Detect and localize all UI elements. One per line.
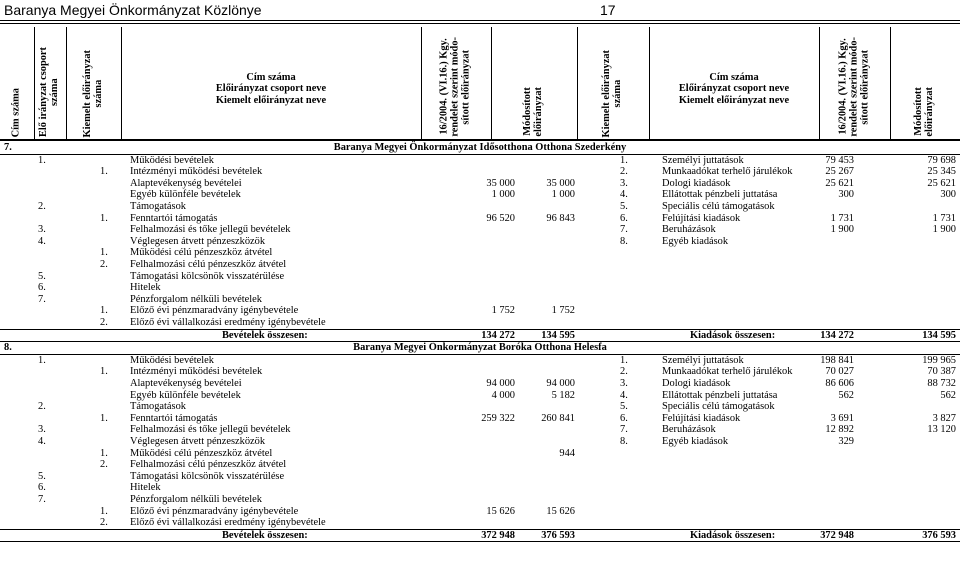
row-name: Alaptevékenység bevételei	[130, 177, 242, 189]
table-row	[0, 259, 960, 271]
row-code: 2.	[38, 201, 46, 212]
row-amount-modified: 35 000	[546, 177, 575, 189]
row-code-right: 7.	[620, 424, 628, 436]
budget-table	[0, 27, 960, 574]
section-number: 7.	[4, 142, 12, 153]
row-name: Működési bevételek	[130, 354, 214, 366]
row-subcode: 1.	[100, 247, 108, 259]
row-name: Pénzforgalom nélküli bevételek	[130, 494, 262, 505]
row-subcode: 1.	[100, 305, 108, 317]
row-name: Előző évi vállalkozási eredmény igénybevétele	[130, 517, 326, 529]
row-amount-original-right: 25 267	[825, 166, 854, 178]
row-name-right: Személyi juttatások	[662, 154, 744, 166]
row-code-right: 7.	[620, 224, 628, 236]
row-code-right: 4.	[620, 389, 628, 401]
row-name: Pénzforgalom nélküli bevételek	[130, 293, 262, 305]
row-subcode: 1.	[100, 412, 108, 424]
row-subcode: 1.	[100, 212, 108, 224]
row-name: Támogatási kölcsönök visszatérülése	[130, 470, 285, 482]
right-name-line-3: Kiemelt előirányzat neve	[678, 94, 790, 106]
total-row	[0, 330, 960, 342]
section-header	[0, 142, 960, 154]
table-row	[0, 271, 960, 283]
row-amount-original-right: 3 691	[830, 412, 854, 424]
divider	[66, 27, 67, 139]
table-row	[0, 424, 960, 436]
row-name: Fenntartói támogatás	[130, 412, 218, 424]
divider	[819, 27, 820, 139]
row-amount-original-right: 86 606	[825, 378, 854, 389]
table-row	[0, 224, 960, 236]
row-amount-modified-right: 88 732	[927, 378, 956, 389]
col-kiemelt	[66, 27, 121, 139]
table-row	[0, 247, 960, 259]
table-row	[0, 506, 960, 518]
row-code: 4.	[38, 235, 46, 247]
total-label-left: Bevételek összesen:	[222, 329, 308, 341]
divider	[491, 27, 492, 139]
total-modified: 376 593	[541, 529, 575, 541]
row-name-right: Egyéb kiadások	[662, 235, 729, 247]
header-rule	[0, 20, 960, 21]
total-modified-right: 134 595	[922, 329, 956, 341]
row-code: 6.	[38, 482, 46, 494]
section-header	[0, 342, 960, 354]
section-title: Baranya Megyei Önkormányzat Boróka Otthona Helesfa	[353, 342, 607, 354]
header-rule-2	[0, 23, 960, 24]
row-subcode: 2.	[100, 259, 108, 270]
row-amount-modified: 15 626	[546, 505, 575, 517]
row-code-right: 2.	[620, 366, 628, 378]
divider	[649, 27, 650, 139]
row-amount-original: 96 520	[486, 212, 515, 224]
row-code-right: 8.	[620, 235, 628, 247]
row-amount-original-right: 79 453	[825, 154, 854, 166]
col-left-name	[121, 27, 421, 139]
row-name-right: Ellátottak pénzbeli juttatása	[662, 189, 778, 201]
table-row	[0, 401, 960, 413]
total-original-right: 372 948	[820, 529, 854, 541]
row-code-right: 3.	[620, 177, 628, 189]
table-row	[0, 413, 960, 425]
table-row	[0, 282, 960, 294]
row-name-right: Munkaadókat terhelő járulékok	[662, 166, 793, 178]
divider	[577, 27, 578, 139]
table-row	[0, 378, 960, 390]
col-kgy-label: 16/2004. (VI.16.) Kgy. rendelet szerint módo- sított előirányzat	[438, 37, 472, 137]
row-amount-modified-right: 70 387	[927, 366, 956, 378]
divider	[121, 27, 122, 139]
row-amount-original-right: 1 731	[830, 212, 854, 224]
right-name-line-1: Cím száma	[709, 72, 759, 83]
row-subcode: 1.	[100, 166, 108, 178]
col-left-name-label	[121, 72, 421, 106]
col-elo-csop-label: Elő irányzat csoport száma	[38, 46, 60, 137]
row-name-right: Dologi kiadások	[662, 378, 731, 389]
row-code-right: 3.	[620, 378, 628, 389]
row-amount-modified: 5 182	[551, 389, 575, 401]
col-cim	[0, 27, 34, 139]
row-code: 3.	[38, 224, 46, 236]
table-row	[0, 390, 960, 402]
table-row	[0, 155, 960, 167]
right-name-line-2: Előirányzat csoport neve	[678, 83, 790, 95]
col-elo-csop	[34, 27, 66, 139]
row-name-right: Dologi kiadások	[662, 177, 731, 189]
section-bottom-rule	[0, 541, 960, 542]
row-name: Alaptevékenység bevételei	[130, 378, 242, 389]
row-name-right: Ellátottak pénzbeli juttatása	[662, 389, 778, 401]
total-label-right: Kiadások összesen:	[690, 529, 776, 541]
row-name-right: Beruházások	[662, 424, 716, 436]
page-number: 17	[600, 2, 616, 18]
row-name: Előző évi pénzmaradvány igénybevétele	[130, 505, 299, 517]
row-amount-modified-right: 1 900	[932, 224, 956, 236]
table-row	[0, 236, 960, 248]
row-amount-modified: 1 000	[551, 189, 575, 201]
row-amount-original: 259 322	[481, 412, 515, 424]
table-row	[0, 305, 960, 317]
col-kgy	[421, 27, 491, 139]
row-name: Előző évi vállalkozási eredmény igénybevétele	[130, 317, 326, 328]
row-amount-modified-right: 1 731	[932, 212, 956, 224]
table-row	[0, 178, 960, 190]
row-code: 5.	[38, 470, 46, 482]
row-subcode: 1.	[100, 366, 108, 378]
total-label-right: Kiadások összesen:	[690, 329, 776, 341]
publication-title: Baranya Megyei Önkormányzat Közlönye	[4, 2, 262, 18]
row-name: Egyéb különféle bevételek	[130, 189, 241, 201]
col-kiemelt-r	[577, 27, 649, 139]
table-row	[0, 471, 960, 483]
row-name: Hitelek	[130, 482, 161, 494]
row-amount-modified-right: 562	[940, 389, 956, 401]
row-amount-original-right: 562	[838, 389, 854, 401]
row-name: Működési célú pénzeszköz átvétel	[130, 247, 273, 259]
table-row	[0, 482, 960, 494]
left-name-line-2: Előirányzat csoport neve	[215, 83, 327, 95]
table-row	[0, 201, 960, 213]
col-mod-r-label: Módosított előirányzat	[913, 87, 935, 137]
row-name: Felhalmozási és tőke jellegű bevételek	[130, 224, 291, 236]
section-number: 8.	[4, 342, 12, 354]
row-amount-original: 15 626	[486, 505, 515, 517]
table-row	[0, 294, 960, 306]
row-code-right: 1.	[620, 154, 628, 166]
total-original-right: 134 272	[820, 329, 854, 341]
left-name-line-3: Kiemelt előirányzat neve	[215, 94, 327, 106]
total-original: 134 272	[481, 329, 515, 341]
col-kgy-r	[819, 27, 890, 139]
row-name: Véglegesen átvett pénzeszközök	[130, 235, 266, 247]
total-modified: 134 595	[541, 329, 575, 341]
table-row	[0, 366, 960, 378]
row-name: Működési célú pénzeszköz átvétel	[130, 447, 273, 459]
row-amount-original: 1 752	[491, 305, 515, 317]
row-subcode: 1.	[100, 447, 108, 459]
row-amount-modified: 944	[559, 447, 575, 459]
row-code: 5.	[38, 270, 46, 282]
row-code: 7.	[38, 293, 46, 305]
row-name: Előző évi pénzmaradvány igénybevétele	[130, 305, 299, 317]
row-amount-modified-right: 199 965	[922, 354, 956, 366]
row-name-right: Speciális célú támogatások	[662, 201, 775, 212]
row-name: Hitelek	[130, 282, 161, 294]
row-code: 7.	[38, 494, 46, 505]
row-code-right: 1.	[620, 354, 628, 366]
col-right-name-label	[649, 72, 819, 106]
row-name-right: Beruházások	[662, 224, 716, 236]
row-subcode: 2.	[100, 517, 108, 529]
col-mod-label: Módosított előirányzat	[522, 87, 544, 137]
col-kgy-r-label: 16/2004. (VI.16.) Kgy. rendelet szerint módo- sított előirányzat	[837, 37, 870, 137]
table-row	[0, 448, 960, 460]
row-name: Támogatások	[130, 201, 186, 212]
row-name: Fenntartói támogatás	[130, 212, 218, 224]
table-row	[0, 166, 960, 178]
row-subcode: 2.	[100, 459, 108, 471]
row-amount-modified: 260 841	[541, 412, 575, 424]
row-name: Egyéb különféle bevételek	[130, 389, 241, 401]
row-code-right: 4.	[620, 189, 628, 201]
row-code-right: 6.	[620, 412, 628, 424]
col-mod	[491, 27, 577, 139]
row-amount-original: 94 000	[486, 378, 515, 389]
row-amount-modified-right: 13 120	[927, 424, 956, 436]
row-amount-modified: 1 752	[551, 305, 575, 317]
row-subcode: 2.	[100, 317, 108, 328]
row-name: Támogatások	[130, 401, 186, 413]
header-bottom-rule	[0, 139, 960, 141]
row-code: 4.	[38, 436, 46, 447]
table-row	[0, 213, 960, 225]
row-name-right: Felújítási kiadások	[662, 412, 741, 424]
col-mod-r	[890, 27, 960, 139]
row-code: 1.	[38, 354, 46, 366]
row-code-right: 5.	[620, 201, 628, 212]
row-amount-original: 35 000	[486, 177, 515, 189]
table-row	[0, 355, 960, 367]
row-amount-original-right: 12 892	[825, 424, 854, 436]
row-amount-original: 1 000	[491, 189, 515, 201]
row-amount-original-right: 198 841	[820, 354, 854, 366]
row-amount-modified-right: 3 827	[932, 412, 956, 424]
row-code: 2.	[38, 401, 46, 413]
row-amount-original: 4 000	[491, 389, 515, 401]
row-amount-modified-right: 79 698	[927, 154, 956, 166]
table-row	[0, 317, 960, 329]
row-name: Intézményi működési bevételek	[130, 166, 263, 178]
total-label-left: Bevételek összesen:	[222, 529, 308, 541]
row-code-right: 6.	[620, 212, 628, 224]
row-name: Támogatási kölcsönök visszatérülése	[130, 270, 285, 282]
row-amount-original-right: 70 027	[825, 366, 854, 378]
row-code: 3.	[38, 424, 46, 436]
row-code: 6.	[38, 282, 46, 294]
row-amount-modified-right: 300	[940, 189, 956, 201]
row-name: Működési bevételek	[130, 154, 214, 166]
row-code: 1.	[38, 154, 46, 166]
divider	[421, 27, 422, 139]
row-name-right: Munkaadókat terhelő járulékok	[662, 366, 793, 378]
row-amount-original-right: 25 621	[825, 177, 854, 189]
total-row	[0, 530, 960, 542]
row-amount-original-right: 1 900	[830, 224, 854, 236]
row-code-right: 2.	[620, 166, 628, 178]
row-name: Felhalmozási célú pénzeszköz átvétel	[130, 459, 287, 471]
row-code-right: 5.	[620, 401, 628, 413]
table-row	[0, 459, 960, 471]
row-amount-original-right: 300	[838, 189, 854, 201]
row-name-right: Személyi juttatások	[662, 354, 744, 366]
section-title: Baranya Megyei Önkormányzat Idősotthona Otthona Szederkény	[333, 142, 627, 153]
col-right-name	[649, 27, 819, 139]
row-amount-modified: 94 000	[546, 378, 575, 389]
total-original: 372 948	[481, 529, 515, 541]
table-row	[0, 189, 960, 201]
table-row	[0, 436, 960, 448]
table-row	[0, 494, 960, 506]
row-name: Intézményi működési bevételek	[130, 366, 263, 378]
row-amount-original-right: 329	[838, 436, 854, 447]
row-name: Véglegesen átvett pénzeszközök	[130, 436, 266, 447]
row-amount-modified-right: 25 345	[927, 166, 956, 178]
row-name-right: Speciális célú támogatások	[662, 401, 775, 413]
col-cim-label: Cím száma	[10, 87, 22, 137]
page-header	[0, 0, 960, 22]
divider	[890, 27, 891, 139]
row-name-right: Egyéb kiadások	[662, 436, 729, 447]
row-amount-modified: 96 843	[546, 212, 575, 224]
row-subcode: 1.	[100, 505, 108, 517]
row-name: Felhalmozási célú pénzeszköz átvétel	[130, 259, 287, 270]
row-amount-modified-right: 25 621	[927, 177, 956, 189]
total-modified-right: 376 593	[922, 529, 956, 541]
row-name: Felhalmozási és tőke jellegű bevételek	[130, 424, 291, 436]
row-name-right: Felújítási kiadások	[662, 212, 741, 224]
col-kiemelt-label: Kiemelt előirányzat száma	[81, 49, 104, 137]
col-kiemelt-r-label: Kiemelt előirányzat száma	[601, 49, 623, 137]
divider	[34, 27, 35, 139]
row-code-right: 8.	[620, 436, 628, 447]
table-row	[0, 517, 960, 529]
left-name-line-1: Cím száma	[246, 72, 296, 83]
